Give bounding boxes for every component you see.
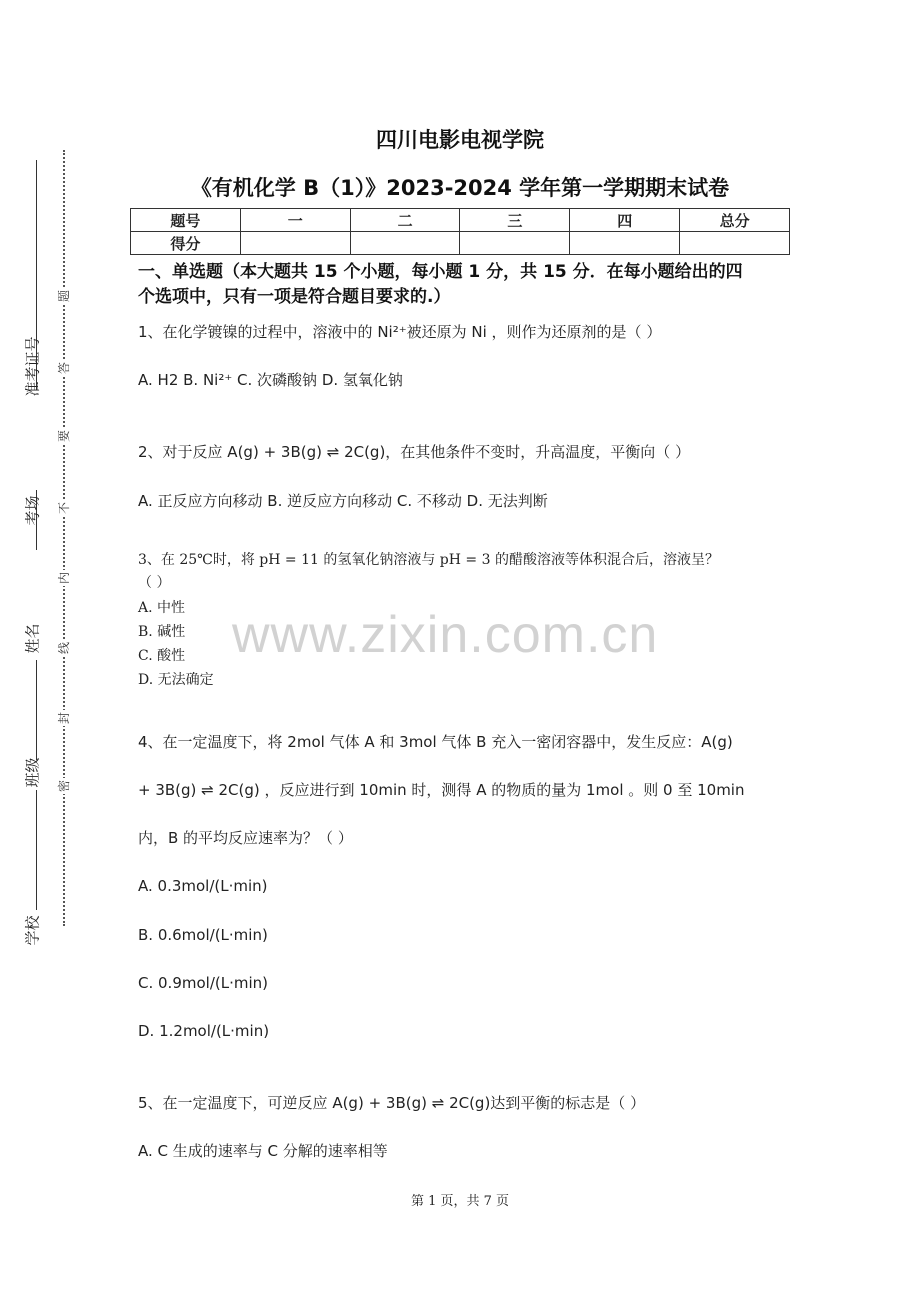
score-input-cell xyxy=(680,232,790,255)
binding-line-3 xyxy=(36,660,37,760)
score-cell: 二 xyxy=(350,209,460,232)
q4-option-a: A. 0.3mol/(L·min) xyxy=(138,877,268,895)
binding-label-name: 姓名 xyxy=(23,623,42,654)
seal-char-4: 不 xyxy=(57,502,71,515)
school-title: 四川电影电视学院 xyxy=(376,128,544,152)
binding-label-class: 班级 xyxy=(23,757,42,788)
q5-stem: 5、在一定温度下，可逆反应 A(g) + 3B(g) ⇌ 2C(g)达到平衡的标志是（ ） xyxy=(138,1094,646,1112)
q4-line-3: 内，B 的平均反应速率为？（ ） xyxy=(138,829,353,847)
score-cell: 总分 xyxy=(680,209,790,232)
exam-title: 《有机化学 B（1）》2023-2024 学年第一学期期末试卷 xyxy=(190,176,730,200)
score-cell: 一 xyxy=(240,209,350,232)
q1-stem: 1、在化学镀镍的过程中，溶液中的 Ni²⁺被还原为 Ni ，则作为还原剂的是（ ） xyxy=(138,323,662,341)
q1-options: A. H2 B. Ni²⁺ C. 次磷酸钠 D. 氢氧化钠 xyxy=(138,371,403,389)
q5-option-a: A. C 生成的速率与 C 分解的速率相等 xyxy=(138,1142,388,1160)
q3-option-b: B. 碱性 xyxy=(138,624,186,640)
watermark: www.zixin.com.cn xyxy=(232,606,659,664)
q4-option-c: C. 0.9mol/(L·min) xyxy=(138,974,268,992)
q4-line-2: + 3B(g) ⇌ 2C(g) ，反应进行到 10min 时，测得 A 的物质的量为 1mol 。则 0 至 10min xyxy=(138,781,745,799)
score-input-cell xyxy=(350,232,460,255)
q3-stem: 3、在 25℃时，将 pH = 11 的氢氧化钠溶液与 pH = 3 的醋酸溶液等体积混合后，溶液呈？ xyxy=(138,552,719,568)
binding-label-exam-room: 考场 xyxy=(23,495,42,526)
score-input-cell xyxy=(570,232,680,255)
score-cell: 得分 xyxy=(131,232,241,255)
dotted-seal-line xyxy=(63,150,65,926)
score-cell: 三 xyxy=(460,209,570,232)
score-table-header-row xyxy=(131,209,790,232)
binding-label-school: 学校 xyxy=(23,915,42,946)
binding-label-exam-number: 准考证号 xyxy=(23,336,42,397)
seal-char-2: 答 xyxy=(57,362,71,375)
seal-char-5: 内 xyxy=(57,572,71,585)
score-table-score-row xyxy=(131,232,790,255)
q4-line-1: 4、在一定温度下，将 2mol 气体 A 和 3mol 气体 B 充入一密闭容器中，发生反应：A(g) xyxy=(138,733,733,751)
score-table xyxy=(130,208,790,255)
section-heading-line-1: 一、单选题（本大题共 15 个小题，每小题 1 分，共 15 分．在每小题给出的四 xyxy=(138,262,743,282)
q3-option-a: A. 中性 xyxy=(138,600,186,616)
binding-line-4 xyxy=(36,790,37,910)
seal-char-3: 要 xyxy=(57,430,71,443)
q4-option-b: B. 0.6mol/(L·min) xyxy=(138,926,268,944)
score-input-cell xyxy=(240,232,350,255)
q2-stem: 2、对于反应 A(g) + 3B(g) ⇌ 2C(g)，在其他条件不变时，升高温度，平衡向（ ） xyxy=(138,443,691,461)
section-heading-line-2: 个选项中，只有一项是符合题目要求的.） xyxy=(138,287,451,307)
score-input-cell xyxy=(460,232,570,255)
score-cell: 四 xyxy=(570,209,680,232)
q3-paren: （ ） xyxy=(138,575,171,591)
seal-char-6: 线 xyxy=(57,642,71,655)
seal-char-8: 密 xyxy=(57,780,71,793)
q2-options: A. 正反应方向移动 B. 逆反应方向移动 C. 不移动 D. 无法判断 xyxy=(138,492,548,510)
score-cell: 题号 xyxy=(131,209,241,232)
seal-char-7: 封 xyxy=(57,712,71,725)
seal-char-1: 题 xyxy=(57,290,71,303)
page-footer: 第 1 页，共 7 页 xyxy=(410,1194,510,1209)
q4-option-d: D. 1.2mol/(L·min) xyxy=(138,1022,270,1040)
section-heading xyxy=(138,260,798,310)
q3-option-d: D. 无法确定 xyxy=(138,672,214,688)
q3-option-c: C. 酸性 xyxy=(138,648,186,664)
